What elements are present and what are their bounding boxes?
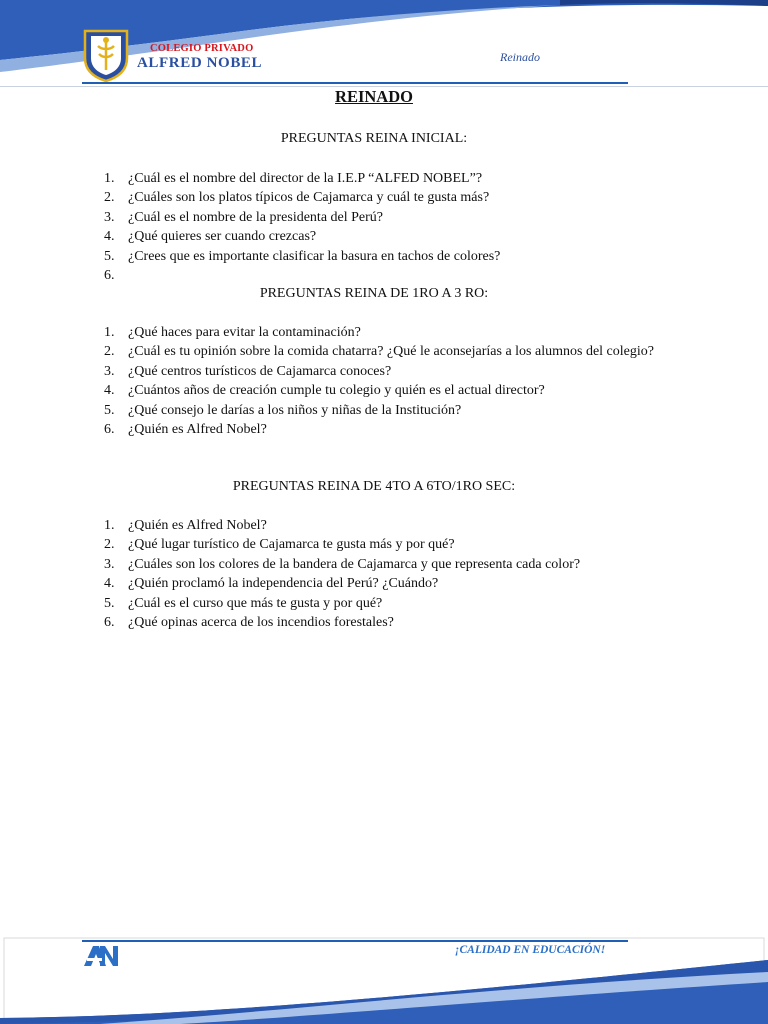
list-item	[104, 247, 667, 266]
item-text: ¿Qué opinas acerca de los incendios forestales?	[128, 615, 394, 631]
item-number: 1.	[104, 518, 115, 533]
footer-an-logo	[82, 944, 120, 968]
list-item	[104, 420, 667, 439]
list-item	[104, 574, 667, 593]
item-text: ¿Cuáles son los platos típicos de Cajamarca y cuál te gusta más?	[128, 190, 490, 206]
item-number: 3.	[104, 556, 115, 572]
header-tag: Reinado	[500, 50, 540, 64]
item-number: 5.	[104, 248, 115, 264]
item-text: ¿Cuáles son los colores de la bandera de Cajamarca y que representa cada color?	[128, 556, 581, 572]
item-number: 4.	[104, 229, 115, 245]
item-number: 6.	[104, 615, 115, 631]
item-text: ¿Quién es Alfred Nobel?	[128, 422, 267, 438]
list-item	[104, 227, 667, 246]
item-text: ¿Cuántos años de creación cumple tu colegio y quién es el actual director?	[128, 383, 545, 399]
footer-slogan: ¡CALIDAD EN EDUCACIÓN!	[455, 944, 606, 956]
header-rule	[82, 82, 628, 84]
list-item	[104, 323, 667, 342]
item-number: 2.	[104, 537, 115, 553]
item-number: 1.	[104, 171, 115, 186]
list-item	[104, 613, 667, 632]
list-item	[104, 362, 667, 381]
item-number: 5.	[104, 595, 115, 611]
item-number: 2.	[104, 190, 115, 206]
item-number: 3.	[104, 363, 115, 379]
item-number: 4.	[104, 383, 115, 399]
list-item	[104, 208, 667, 227]
section-title-4to-6to: PREGUNTAS REINA DE 4TO A 6TO/1RO SEC:	[232, 479, 516, 494]
question-list-1ro-3ro	[104, 323, 667, 439]
item-number: 5.	[104, 402, 115, 418]
item-text: ¿Quién es Alfred Nobel?	[128, 518, 267, 533]
list-item	[104, 188, 667, 207]
school-subtitle: COLEGIO PRIVADO	[150, 43, 254, 54]
item-text: ¿Crees que es importante clasificar la basura en tachos de colores?	[128, 248, 501, 264]
question-list-inicial	[104, 169, 667, 284]
item-text: ¿Quién proclamó la independencia del Perú? ¿Cuándo?	[128, 576, 439, 592]
list-item	[104, 594, 667, 613]
question-list-4to-6to	[104, 516, 667, 632]
item-text: ¿Qué lugar turístico de Cajamarca te gusta más y por qué?	[128, 537, 455, 553]
item-number: 6.	[104, 268, 115, 284]
list-item	[104, 516, 667, 535]
item-number: 3.	[104, 209, 115, 225]
item-text: ¿Cuál es el nombre del director de la I.E.P “ALFED NOBEL”?	[128, 171, 483, 186]
list-item	[104, 381, 667, 400]
item-text: ¿Cuál es el nombre de la presidenta del Perú?	[128, 209, 384, 225]
item-text: ¿Qué consejo le darías a los niños y niñas de la Institución?	[128, 402, 462, 418]
school-crest-logo	[82, 28, 130, 82]
section-title-1ro-3ro: PREGUNTAS REINA DE 1RO A 3 RO:	[259, 286, 489, 301]
document-title: REINADO	[335, 87, 413, 106]
item-text: ¿Cuál es el curso que más te gusta y por qué?	[128, 595, 383, 611]
list-item	[104, 342, 667, 361]
list-item	[104, 555, 667, 574]
item-number: 2.	[104, 344, 115, 360]
item-text: ¿Qué haces para evitar la contaminación?	[128, 325, 361, 340]
item-number: 4.	[104, 576, 115, 592]
item-text: ¿Qué centros turísticos de Cajamarca conoces?	[128, 363, 392, 379]
section-title-inicial: PREGUNTAS REINA INICIAL:	[280, 131, 468, 146]
item-text: ¿Cuál es tu opinión sobre la comida chatarra? ¿Qué le aconsejarías a los alumnos del colegio?	[128, 344, 654, 360]
school-name: ALFRED NOBEL	[137, 55, 263, 71]
list-item	[104, 401, 667, 420]
item-number: 1.	[104, 325, 115, 340]
item-number: 6.	[104, 422, 115, 438]
list-item	[104, 169, 667, 188]
footer-rule	[82, 940, 628, 942]
list-item	[104, 535, 667, 554]
item-text: ¿Qué quieres ser cuando crezcas?	[128, 229, 317, 245]
